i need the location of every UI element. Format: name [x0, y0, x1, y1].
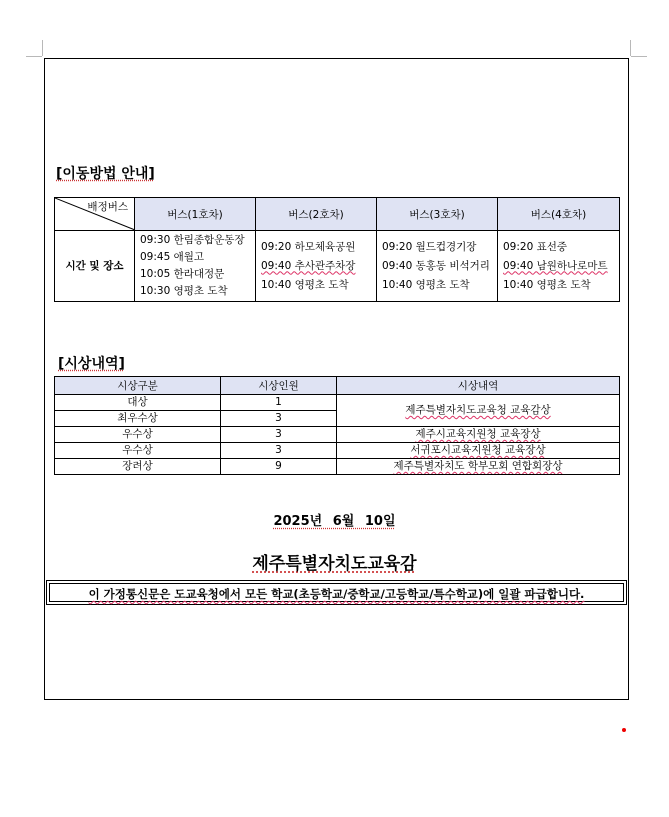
corner-label: 배정버스: [87, 201, 128, 213]
award-count: 3: [221, 411, 337, 427]
stop: 09:40 남원하나로마트: [503, 259, 608, 272]
awards-heading: [시상내역]: [58, 356, 125, 372]
notice-inner: [49, 583, 624, 602]
bus-2-header: 버스(2호차): [256, 198, 377, 231]
award-detail-merged: [337, 395, 620, 427]
table-row: [55, 427, 620, 443]
stop: 10:40 영평초 도착: [503, 278, 591, 291]
bus-3-header: 버스(3호차): [377, 198, 498, 231]
stop: 09:40 추사관주차장: [261, 259, 356, 272]
transport-heading: [이동방법 안내]: [56, 166, 155, 182]
award-detail: [337, 459, 620, 475]
stop: 09:20 표선중: [503, 240, 568, 253]
award-detail: [337, 427, 620, 443]
award-count: 3: [221, 443, 337, 459]
award-count: 3: [221, 427, 337, 443]
notice-text: 이 가정통신문은 도교육청에서 모든 학교(초등학교/중학교/고등학교/특수학교)에 일괄 파급합니다.: [88, 587, 585, 601]
issuer-name: 제주특별자치도교육감: [252, 554, 417, 574]
stop: 09:20 월드컵경기장: [382, 240, 477, 253]
award-category: 우수상: [55, 443, 221, 459]
award-category: 우수상: [55, 427, 221, 443]
award-detail-text: 제주특별자치도 학부모회 연합회장상: [393, 460, 563, 472]
award-count: 9: [221, 459, 337, 475]
notice-box: [46, 580, 627, 605]
stop: 10:40 영평초 도착: [261, 278, 349, 291]
award-detail-text: 제주특별자치도교육청 교육감상: [405, 404, 551, 416]
awards-header-category: 시상구분: [55, 377, 221, 395]
crop-mark-tl-h: [26, 56, 42, 57]
award-detail-text: 서귀포시교육지원청 교육장상: [410, 444, 546, 456]
bus-4-stops: [498, 231, 620, 302]
crop-mark-tr-v: [630, 40, 631, 56]
award-category: 장려상: [55, 459, 221, 475]
time-place-label: 시간 및 장소: [55, 231, 135, 302]
bus-2-stops: [256, 231, 377, 302]
red-dot-marker: [622, 728, 626, 732]
corner-header: [55, 198, 135, 231]
stop: 10:30 영평초 도착: [140, 285, 228, 297]
stop: 09:20 하모체육공원: [261, 240, 356, 253]
stop: 09:45 애월고: [140, 251, 205, 263]
bus-1-stops: [135, 231, 256, 302]
crop-mark-tl-v: [42, 40, 43, 56]
awards-table: [54, 376, 620, 475]
bus-schedule-table: [54, 197, 620, 302]
bus-1-header: 버스(1호차): [135, 198, 256, 231]
awards-header-detail: 시상내역: [337, 377, 620, 395]
crop-mark-tr-h: [631, 56, 647, 57]
stop: 09:40 동홍동 비석거리: [382, 259, 490, 272]
stop: 10:05 한라대정문: [140, 268, 225, 280]
stop: 10:40 영평초 도착: [382, 278, 470, 291]
bus-3-stops: [377, 231, 498, 302]
award-detail-text: 제주시교육지원청 교육장상: [415, 428, 541, 440]
bus-4-header: 버스(4호차): [498, 198, 620, 231]
award-count: 1: [221, 395, 337, 411]
stop: 09:30 한림종합운동장: [140, 234, 245, 246]
table-row: [55, 443, 620, 459]
award-category: 대상: [55, 395, 221, 411]
award-detail: [337, 443, 620, 459]
awards-header-count: 시상인원: [221, 377, 337, 395]
award-category: 최우수상: [55, 411, 221, 427]
table-row: [55, 459, 620, 475]
table-row: [55, 395, 620, 411]
issue-date: 2025년 6월 10일: [273, 514, 396, 529]
